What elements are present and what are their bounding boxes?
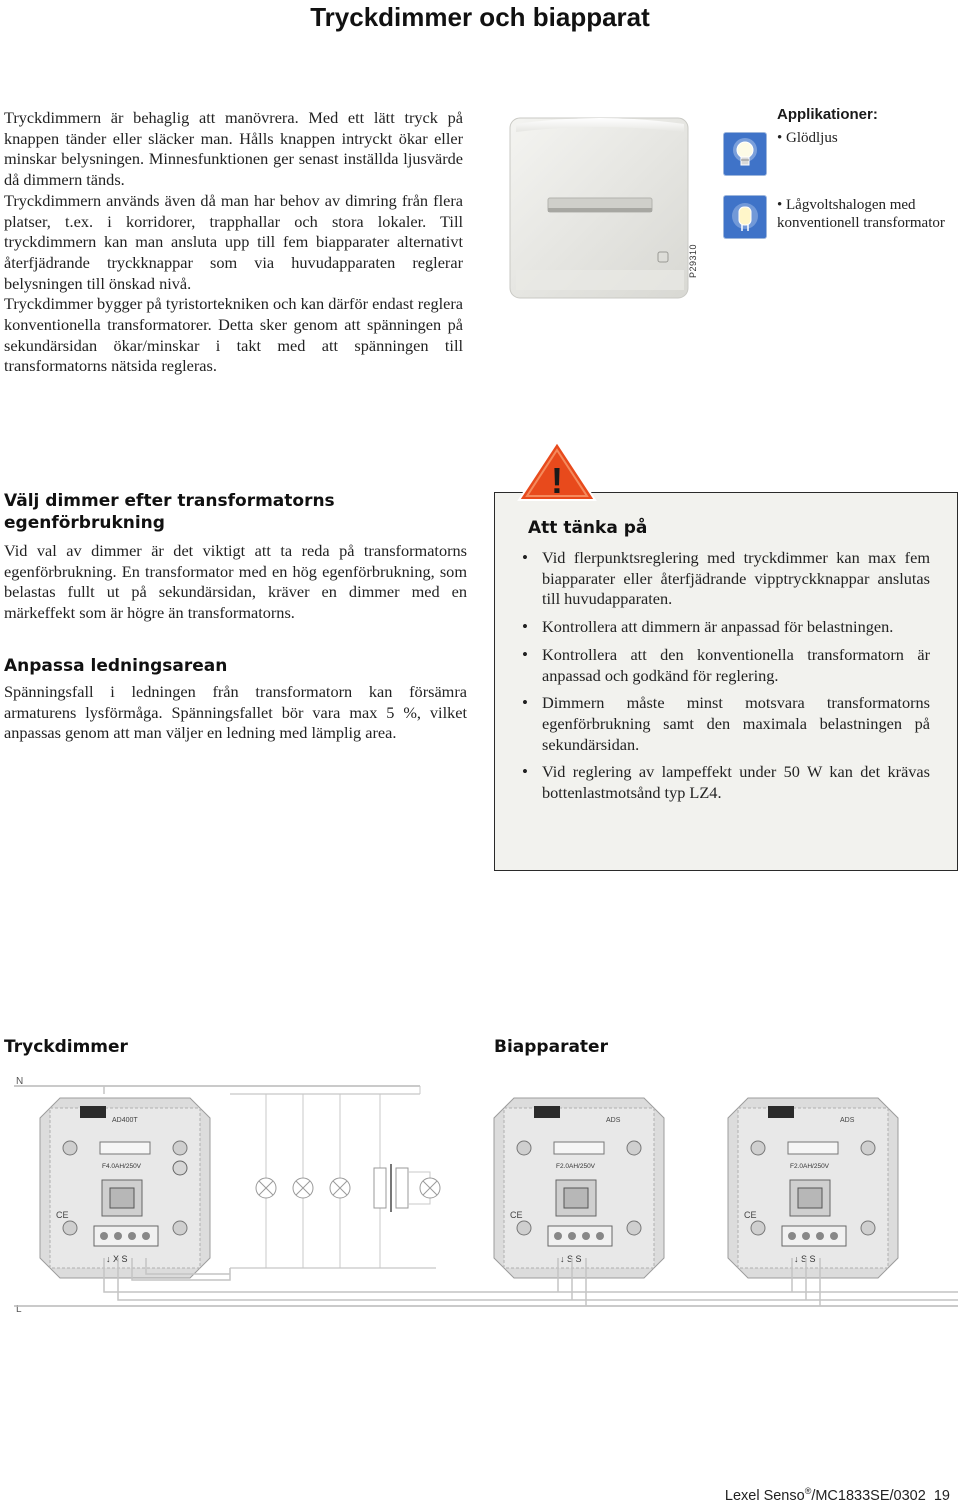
module-label: AD400T [112, 1117, 138, 1124]
dimmer-module [40, 1098, 210, 1278]
terminal-label: ↓ S S [794, 1254, 816, 1264]
tips-heading: Att tänka på [528, 518, 648, 538]
intro-paragraph: Tryckdimmer bygger på tyristortekniken och kan därför endast reglera konventionella transformatorer. Detta sker genom att spänningen på sekundärsidan ökar/minskar i takt med att spänningen till transformatorns nätsida regleras. [4, 294, 463, 376]
wiring-diagram: N L CE AD400T F4.0AH/250V ↓ X S ADS F2.0AH/250V ↓ S S ADS F2.0AH/250V ↓ S S [0, 1068, 960, 1338]
section-heading: Anpassa ledningsarean [4, 656, 228, 676]
tips-list [518, 548, 930, 811]
intro-text [4, 108, 463, 377]
section-heading: Välj dimmer efter transformatorns egenförbrukning [4, 491, 335, 533]
tip-item: • Kontrollera att dimmern är anpassad för belastningen. [518, 617, 930, 638]
footer-doc-number: /MC1833SE/0302 [811, 1487, 926, 1504]
slave-module [728, 1098, 898, 1278]
dimmer-product-photo [508, 110, 690, 302]
terminal-label: ↓ S S [560, 1254, 582, 1264]
tip-item: • Vid flerpunktsreglering med tryckdimmer kan max fem biapparater eller återfjädrande vipptryckknappar anslutas till huvudapparaten. [518, 548, 930, 610]
page-title: Tryckdimmer och biapparat [310, 2, 650, 32]
fuse-label: F2.0AH/250V [790, 1163, 830, 1170]
applications-heading: Applikationer: [777, 106, 878, 123]
warning-triangle-icon [517, 440, 597, 502]
diagram-heading: Tryckdimmer [4, 1037, 128, 1057]
registered-mark: ® [804, 1486, 812, 1496]
lamp-load [256, 1094, 276, 1268]
footer-brand: Lexel Senso [724, 1487, 805, 1504]
module-label: ADS [606, 1117, 621, 1124]
transformer-symbol [374, 1094, 440, 1268]
article-number: P29310 [688, 243, 698, 278]
slave-module [494, 1098, 664, 1278]
warning-mark: ! [551, 460, 563, 501]
neutral-label: N [16, 1076, 24, 1087]
lamp-load [330, 1094, 350, 1268]
section-text: Vid val av dimmer är det viktigt att ta reda på transformatorns egenförbrukning. En transformator med en hög egenförbrukning, som belastas fullt ut på sekundärsidan, kräver en dimmer med en märkeffekt som är högre än transformatorns. [4, 541, 467, 623]
module-label: ADS [840, 1117, 855, 1124]
intro-paragraph: Tryckdimmern används även då man har behov av dimring från flera platser, t.ex. i korridorer, trapphallar och stora lokaler. Till tryckdimmern kan man ansluta upp till fem biapparater alternativt återfjädrande tryckknappar som via huvudapparaten reglerar belysningen till önskad nivå. [4, 190, 463, 293]
lamp-load [293, 1094, 313, 1268]
tip-item: • Kontrollera att den konventionella transformatorn är anpassad och godkänd för reglering. [518, 645, 930, 686]
fuse-label: F4.0AH/250V [102, 1163, 142, 1170]
application-item: • Glödljus [777, 130, 838, 146]
diagram-heading: Biapparater [494, 1037, 608, 1057]
section-text: Spänningsfall i ledningen från transformatorn kan försämra armaturens lysförmåga. Spänningsfallet bör vara max 5 %, vilket anpassas genom att man väljer en ledning med lämplig area. [4, 682, 467, 743]
tip-item: • Dimmern måste minst motsvara transformatorns egenförbrukning samt den maximala belastningen på sekundärsidan. [518, 693, 930, 755]
bulb-icon [724, 133, 766, 175]
live-label: L [16, 1304, 22, 1315]
fuse-label: F2.0AH/250V [556, 1163, 596, 1170]
footer [725, 1486, 950, 1504]
halogen-lamp-icon [724, 196, 766, 238]
application-item: • Lågvoltshalogen med konventionell transformator [777, 197, 945, 231]
tip-item: • Vid reglering av lampeffekt under 50 W kan det krävas bottenlastmotsånd typ LZ4. [518, 762, 930, 803]
page-number: 19 [933, 1487, 950, 1504]
intro-paragraph: Tryckdimmern är behaglig att manövrera. Med ett lätt tryck på knappen tänder eller släcker man. Hålls knappen intryckt ökar eller minskar belysningen. Minnesfunktionen ger senast inställda ljusvärde då dimmern tänds. [4, 108, 463, 190]
terminal-label: ↓ X S [106, 1254, 128, 1264]
